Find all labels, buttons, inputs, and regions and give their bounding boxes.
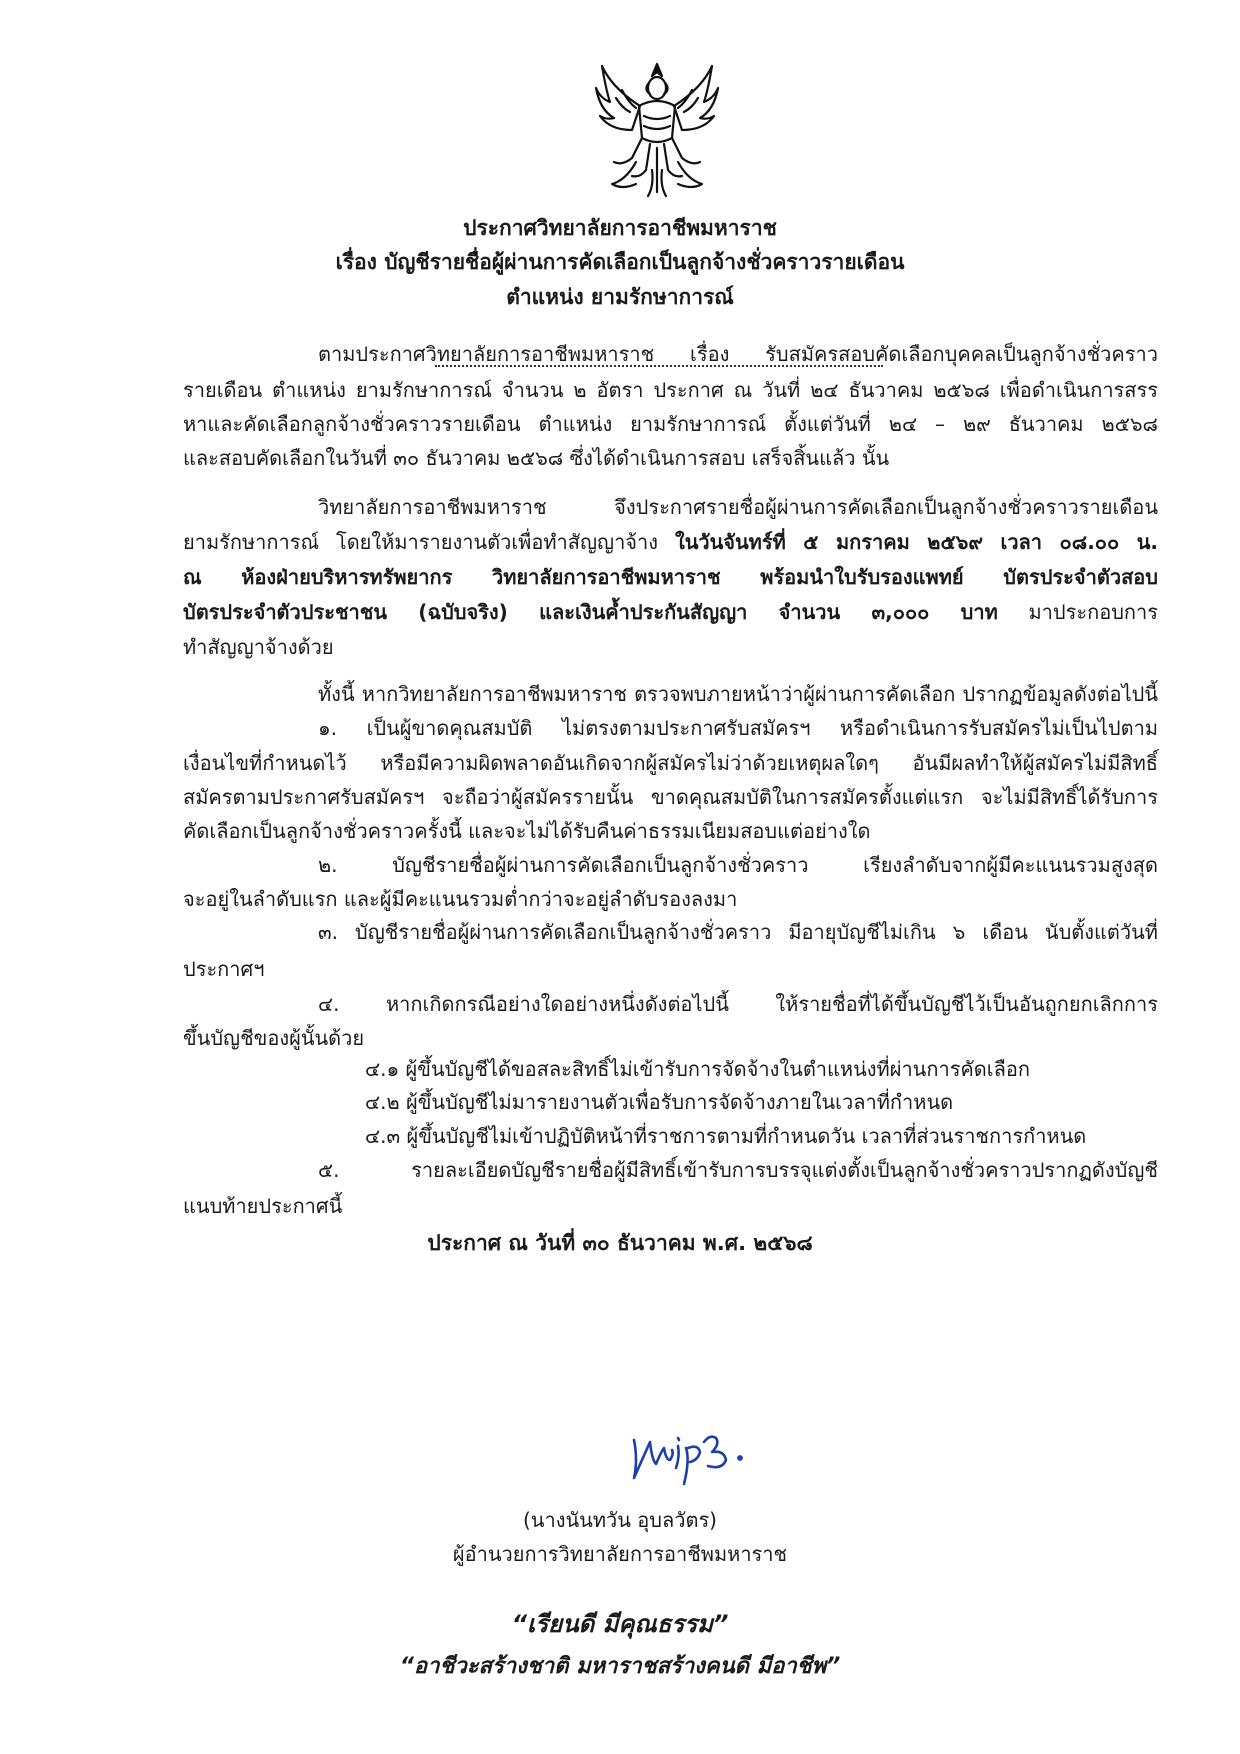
condition-item: ๑. เป็นผู้ขาดคุณสมบัติ ไม่ตรงตามประกาศรับสมัครฯ หรือดำเนินการรับสมัครไม่เป็นไปตาม <box>318 716 1158 740</box>
condition-item: ๔. หากเกิดกรณีอย่างใดอย่างหนึ่งดังต่อไปนี้ ให้รายชื่อที่ได้ขึ้นบัญชีไว้เป็นอันถูกยกเลิกการ <box>318 992 1158 1016</box>
paragraph-line: ตามประกาศวิทยาลัยการอาชีพมหาราช เรื่อง รับสมัครสอบคัดเลือกบุคคลเป็นลูกจ้างชั่วคราว <box>318 342 1158 366</box>
paragraph-text: มาประกอบการ <box>997 600 1158 624</box>
condition-item: ๓. บัญชีรายชื่อผู้ผ่านการคัดเลือกเป็นลูกจ้างชั่วคราว มีอายุบัญชีไม่เกิน ๖ เดือน นับตั้งแต่วันที่ <box>318 920 1158 944</box>
motto-line: “เรียนดี มีคุณธรรม” <box>511 1610 729 1638</box>
condition-item: ๒. บัญชีรายชื่อผู้ผ่านการคัดเลือกเป็นลูกจ้างชั่วคราว เรียงลำดับจากผู้มีคะแนนรวมสูงสุด <box>318 853 1158 877</box>
signature-icon <box>628 1420 768 1490</box>
paragraph-line: ทั้งนี้ หากวิทยาลัยการอาชีพมหาราช ตรวจพบภายหน้าว่าผู้ผ่านการคัดเลือก ปรากฏข้อมูลดังต่อไปนี้ <box>318 682 1158 706</box>
announcement-date: ประกาศ ณ วันที่ ๓๐ ธันวาคม พ.ศ. ๒๕๖๘ <box>427 1231 813 1255</box>
signer-name: (นางนันทวัน อุบลวัตร) <box>523 1508 717 1532</box>
paragraph-line: หาและคัดเลือกลูกจ้างชั่วคราวรายเดือน ตำแหน่ง ยามรักษาการณ์ ตั้งแต่วันที่ ๒๔ – ๒๙ ธันวาคม ๒๕๖๘ <box>183 412 1158 436</box>
announcement-subject: เรื่อง บัญชีรายชื่อผู้ผ่านการคัดเลือกเป็นลูกจ้างชั่วคราวรายเดือน <box>335 250 905 274</box>
paragraph-line: แนบท้ายประกาศนี้ <box>183 1194 343 1218</box>
sub-condition-item: ๔.๓ ผู้ขึ้นบัญชีไม่เข้าปฏิบัติหน้าที่ราชการตามที่กำหนดวัน เวลาที่ส่วนราชการกำหนด <box>365 1124 1087 1148</box>
paragraph-line: เงื่อนไขที่กำหนดไว้ หรือมีความผิดพลาดอันเกิดจากผู้สมัครไม่ว่าด้วยเหตุผลใดๆ อันมีผลทำให้ผู้สมัครไม่มีสิทธิ์ <box>183 751 1158 775</box>
paragraph-line: จะอยู่ในลำดับแรก และผู้มีคะแนนรวมต่ำกว่าจะอยู่ลำดับรองลงมา <box>183 887 738 911</box>
motto-slogan: “อาชีวะสร้างชาติ มหาราชสร้างคนดี มีอาชีพ” <box>399 1654 841 1679</box>
paragraph-line: คัดเลือกเป็นลูกจ้างชั่วคราวครั้งนี้ และจะไม่ได้รับคืนค่าธรรมเนียมสอบแต่อย่างใด <box>183 819 871 843</box>
paragraph-line: ขึ้นบัญชีของผู้นั้นด้วย <box>183 1026 365 1050</box>
signer-position: ผู้อำนวยการวิทยาลัยการอาชีพมหาราช <box>452 1542 788 1566</box>
sub-condition-item: ๔.๒ ผู้ขึ้นบัญชีไม่มารายงานตัวเพื่อรับการจัดจ้างภายในเวลาที่กำหนด <box>365 1090 954 1114</box>
condition-item: ๕. รายละเอียดบัญชีรายชื่อผู้มีสิทธิ์เข้ารับการบรรจุแต่งตั้งเป็นลูกจ้างชั่วคราวปรากฏดังบัญชี <box>318 1158 1158 1182</box>
report-date-text: ในวันจันทร์ที่ ๕ มกราคม ๒๕๖๙ เวลา ๐๘.๐๐ น. <box>674 530 1158 554</box>
paragraph-line <box>183 598 1158 626</box>
garuda-emblem-icon <box>592 58 722 200</box>
paragraph-line: รายเดือน ตำแหน่ง ยามรักษาการณ์ จำนวน ๒ อัตรา ประกาศ ณ วันที่ ๒๔ ธันวาคม ๒๕๖๘ เพื่อดำเนินการสรร <box>183 378 1158 402</box>
announcement-title: ประกาศวิทยาลัยการอาชีพมหาราช <box>463 216 777 240</box>
paragraph-line: วิทยาลัยการอาชีพมหาราช จึงประกาศรายชื่อผู้ผ่านการคัดเลือกเป็นลูกจ้างชั่วคราวรายเดือน <box>318 495 1158 519</box>
paragraph-line: และสอบคัดเลือกในวันที่ ๓๐ ธันวาคม ๒๕๖๘ ซึ่งได้ดำเนินการสอบ เสร็จสิ้นแล้ว นั้น <box>183 446 890 470</box>
paragraph-line: ณ ห้องฝ่ายบริหารทรัพยากร วิทยาลัยการอาชีพมหาราช พร้อมนำใบรับรองแพทย์ บัตรประจำตัวสอบ <box>183 565 1158 589</box>
sub-condition-item: ๔.๑ ผู้ขึ้นบัญชีได้ขอสละสิทธิ์ไม่เข้ารับการจัดจ้างในตำแหน่งที่ผ่านการคัดเลือก <box>365 1057 1031 1081</box>
paragraph-line <box>183 528 1158 556</box>
paragraph-line: สมัครตามประกาศรับสมัครฯ จะถือว่าผู้สมัครรายนั้น ขาดคุณสมบัติในการสมัครตั้งแต่แรก จะไม่มีสิทธิ์ได้รับการ <box>183 785 1158 809</box>
paragraph-line: ทำสัญญาจ้างด้วย <box>183 635 334 659</box>
documents-text: บัตรประจำตัวประชาชน (ฉบับจริง) และเงินค้ำประกันสัญญา จำนวน ๓,๐๐๐ บาท <box>183 600 998 624</box>
announcement-position: ตำแหน่ง ยามรักษาการณ์ <box>506 285 734 309</box>
paragraph-line: ประกาศฯ <box>183 957 265 981</box>
paragraph-text: ยามรักษาการณ์ โดยให้มารายงานตัวเพื่อทำสัญญาจ้าง <box>183 530 675 554</box>
